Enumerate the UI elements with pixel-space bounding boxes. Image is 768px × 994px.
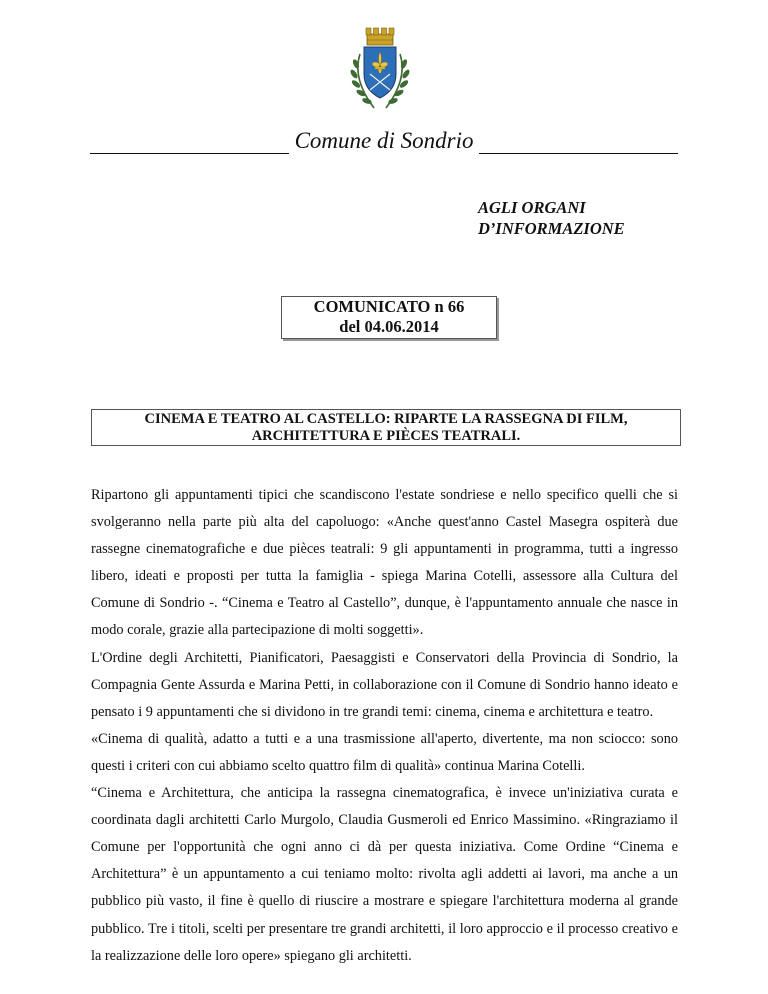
body-paragraph-2: L'Ordine degli Architetti, Pianificatori, Paesaggisti e Conservatori della Provincia di Sondrio, la Compagnia Gente Assurda e Marina Petti, in collaborazione con il Comune di Sondrio hanno ideato e pensato i 9 appuntamenti che si dividono in tre grandi temi: cinema, cinema e architettura e teatro. xyxy=(91,649,678,720)
crown-icon xyxy=(366,28,394,45)
comunicato-box xyxy=(281,296,497,339)
headline-line-1: CINEMA E TEATRO AL CASTELLO: RIPARTE LA RASSEGNA DI FILM, xyxy=(144,411,628,427)
letterhead-rule-left xyxy=(90,135,289,154)
recipient-block xyxy=(478,197,625,239)
comunicato-date: del 04.06.2014 xyxy=(339,317,439,336)
body-paragraph-3: «Cinema di qualità, adatto a tutti e a una trasmissione all'aperto, divertente, ma non sciocco: sono questi i criteri con cui abbiamo scelto quattro film di qualità» continua Marina Cotelli. xyxy=(91,730,678,774)
municipality-title: Comune di Sondrio xyxy=(294,128,474,153)
coat-of-arms-crest xyxy=(330,24,430,118)
recipient-line-2: D’INFORMAZIONE xyxy=(478,219,625,238)
headline-box xyxy=(91,409,681,446)
body-paragraph-1: Ripartono gli appuntamenti tipici che scandiscono l'estate sondriese e nello specifico quelli che si svolgeranno nella parte più alta del capoluogo: «Anche quest'anno Castel Masegra ospiterà due rassegne cinematografiche e due pièces teatrali: 9 gli appuntamenti in programma, tutti a ingresso libero, ideati e proposti per tutta la famiglia - spiega Marina Cotelli, assessore alla Cultura del Comune di Sondrio -. “Cinema e Teatro al Castello”, dunque, è l'appuntamento annuale che nasce in modo corale, grazie alla partecipazione di molti soggetti». xyxy=(91,487,678,639)
headline-line-2: ARCHITETTURA E PIÈCES TEATRALI. xyxy=(251,428,521,444)
letterhead xyxy=(90,128,678,154)
body-paragraph-4: “Cinema e Architettura, che anticipa la rassegna cinematografica, è invece un'iniziativa curata e coordinata dagli architetti Carlo Murgolo, Claudia Gusmeroli ed Enrico Massimino. «Ringraziamo il Comune per l'opportunità che ogni anno ci dà per questa iniziativa. Come Ordine “Cinema e Architettura” è un appuntamento a cui teniamo molto: rivolta agli addetti ai lavori, ma anche a un pubblico più vasto, il fine è quello di riuscire a mostrare e spiegare l'architettura moderna al grande pubblico. Tre i titoli, scelti per presentare tre grandi architetti, il loro approccio e il processo creativo e la realizzazione delle loro opere» spiegano gli architetti. xyxy=(91,785,678,964)
press-release-body xyxy=(91,482,678,970)
recipient-line-1: AGLI ORGANI xyxy=(478,198,586,217)
comunicato-number: COMUNICATO n 66 xyxy=(313,297,465,316)
letterhead-rule-right xyxy=(479,135,678,154)
